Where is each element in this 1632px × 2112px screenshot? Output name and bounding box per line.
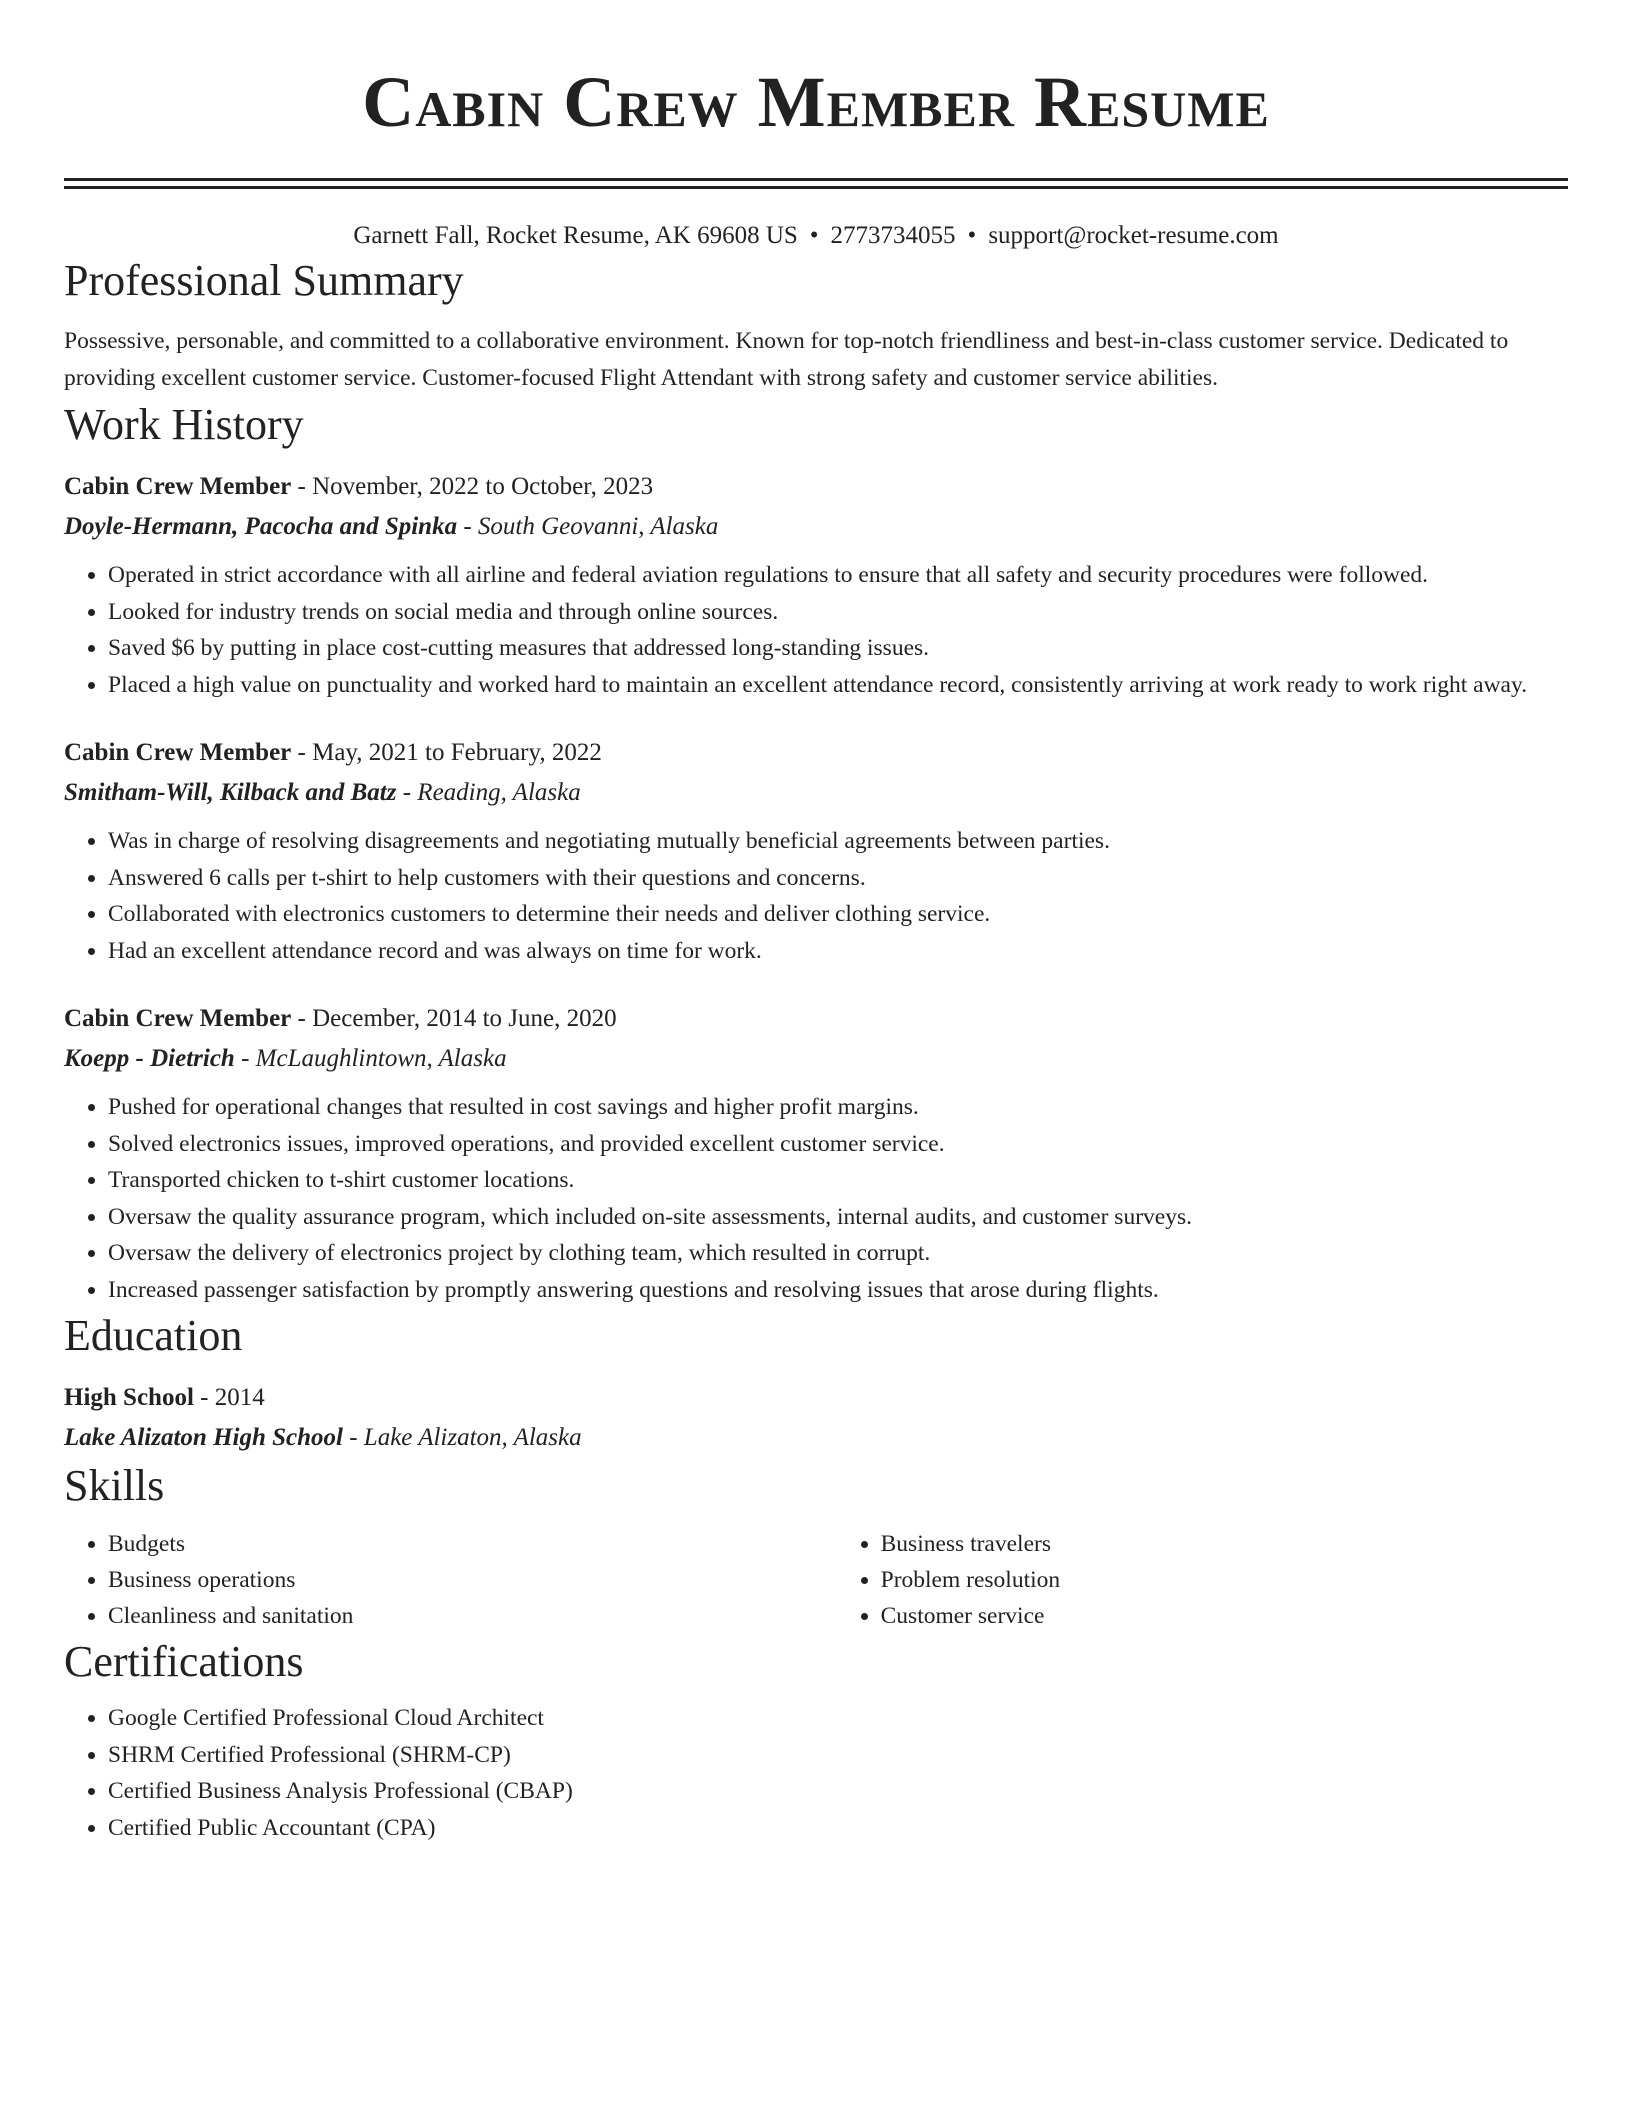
job-company-line <box>64 507 1568 547</box>
summary-heading: Professional Summary <box>64 256 464 305</box>
skill-item: • Cleanliness and sanitation <box>108 1598 837 1634</box>
resume-title: Cabin Crew Member Resume <box>362 62 1270 142</box>
job-bullet: • Oversaw the quality assurance program, which included on-site assessments, internal audits, and customer surveys. <box>108 1199 1568 1236</box>
job-entry <box>64 733 1568 969</box>
contact-separator: • <box>809 222 819 249</box>
skills-left-list <box>64 1526 837 1634</box>
job-location: - Reading, Alaska <box>396 779 581 806</box>
education-degree: High School <box>64 1384 194 1411</box>
job-bullet: • Saved $6 by putting in place cost-cutting measures that addressed long-standing issues. <box>108 630 1568 667</box>
summary-text: Possessive, personable, and committed to a collaborative environment. Known for top-notch friendliness and best-in-class customer service. Dedicated to providing excellent customer service. Customer-focused Flight Attendant with strong safety and customer service abilities. <box>64 328 1509 391</box>
job-bullet: • Transported chicken to t-shirt customer locations. <box>108 1162 1568 1199</box>
skill-item: • Business operations <box>108 1562 837 1598</box>
work-history-heading: Work History <box>64 400 304 449</box>
job-company: Koepp - Dietrich <box>64 1045 235 1072</box>
job-bullet: • Had an excellent attendance record and was always on time for work. <box>108 933 1568 970</box>
job-bullet: • Answered 6 calls per t-shirt to help customers with their questions and concerns. <box>108 860 1568 897</box>
job-bullet: • Looked for industry trends on social media and through online sources. <box>108 594 1568 631</box>
contact-email: support@rocket-resume.com <box>988 222 1279 249</box>
skill-item: • Problem resolution <box>881 1562 1568 1598</box>
skills-columns <box>64 1526 1568 1634</box>
education-degree-line <box>64 1378 1568 1418</box>
job-entry <box>64 999 1568 1308</box>
job-company-line <box>64 773 1568 813</box>
education-year: - 2014 <box>193 1384 265 1411</box>
job-bullet: • Was in charge of resolving disagreements and negotiating mutually beneficial agreements between parties. <box>108 823 1568 860</box>
skills-right-list <box>837 1526 1568 1634</box>
skill-item: • Business travelers <box>881 1526 1568 1562</box>
contact-separator: • <box>967 222 977 249</box>
job-title: Cabin Crew Member <box>64 739 292 766</box>
skill-item: • Budgets <box>108 1526 837 1562</box>
contact-line <box>64 219 1568 253</box>
job-bullets <box>64 557 1568 703</box>
job-entry <box>64 467 1568 703</box>
job-dates: - May, 2021 to February, 2022 <box>291 739 602 766</box>
skill-item: • Customer service <box>881 1598 1568 1634</box>
job-bullet: • Solved electronics issues, improved operations, and provided excellent customer service. <box>108 1126 1568 1163</box>
job-title: Cabin Crew Member <box>64 1005 292 1032</box>
job-title-line <box>64 733 1568 773</box>
job-title-line <box>64 999 1568 1039</box>
certification-item: • Certified Public Accountant (CPA) <box>108 1810 1568 1847</box>
job-dates: - November, 2022 to October, 2023 <box>291 473 654 500</box>
certifications-heading: Certifications <box>64 1637 304 1686</box>
job-location: - McLaughlintown, Alaska <box>234 1045 507 1072</box>
title-double-rule <box>64 178 1568 189</box>
job-title: Cabin Crew Member <box>64 473 292 500</box>
job-bullet: • Increased passenger satisfaction by promptly answering questions and resolving issues that arose during flights. <box>108 1272 1568 1309</box>
certification-item: • Google Certified Professional Cloud Architect <box>108 1700 1568 1737</box>
education-heading: Education <box>64 1311 243 1360</box>
education-location: - Lake Alizaton, Alaska <box>342 1424 582 1451</box>
contact-phone: 2773734055 <box>830 222 956 249</box>
certification-item: • SHRM Certified Professional (SHRM-CP) <box>108 1737 1568 1774</box>
education-entry <box>64 1378 1568 1458</box>
job-bullet: • Collaborated with electronics customers to determine their needs and deliver clothing service. <box>108 896 1568 933</box>
skills-heading: Skills <box>64 1461 165 1510</box>
certifications-list <box>64 1700 1568 1846</box>
job-bullets <box>64 1089 1568 1308</box>
job-bullet: • Pushed for operational changes that resulted in cost savings and higher profit margins. <box>108 1089 1568 1126</box>
job-bullets <box>64 823 1568 969</box>
education-school-line <box>64 1418 1568 1458</box>
job-bullet: • Operated in strict accordance with all airline and federal aviation regulations to ensure that all safety and security procedures were followed. <box>108 557 1568 594</box>
job-company: Doyle-Hermann, Pacocha and Spinka <box>64 513 458 540</box>
job-dates: - December, 2014 to June, 2020 <box>291 1005 617 1032</box>
job-company-line <box>64 1039 1568 1079</box>
job-bullet: • Placed a high value on punctuality and worked hard to maintain an excellent attendance record, consistently arriving at work ready to work right away. <box>108 667 1568 704</box>
education-school: Lake Alizaton High School <box>64 1424 343 1451</box>
contact-address: Garnett Fall, Rocket Resume, AK 69608 US <box>353 222 798 249</box>
job-bullet: • Oversaw the delivery of electronics project by clothing team, which resulted in corrupt. <box>108 1235 1568 1272</box>
job-company: Smitham-Will, Kilback and Batz <box>64 779 397 806</box>
job-title-line <box>64 467 1568 507</box>
job-location: - South Geovanni, Alaska <box>457 513 719 540</box>
certification-item: • Certified Business Analysis Professional (CBAP) <box>108 1773 1568 1810</box>
